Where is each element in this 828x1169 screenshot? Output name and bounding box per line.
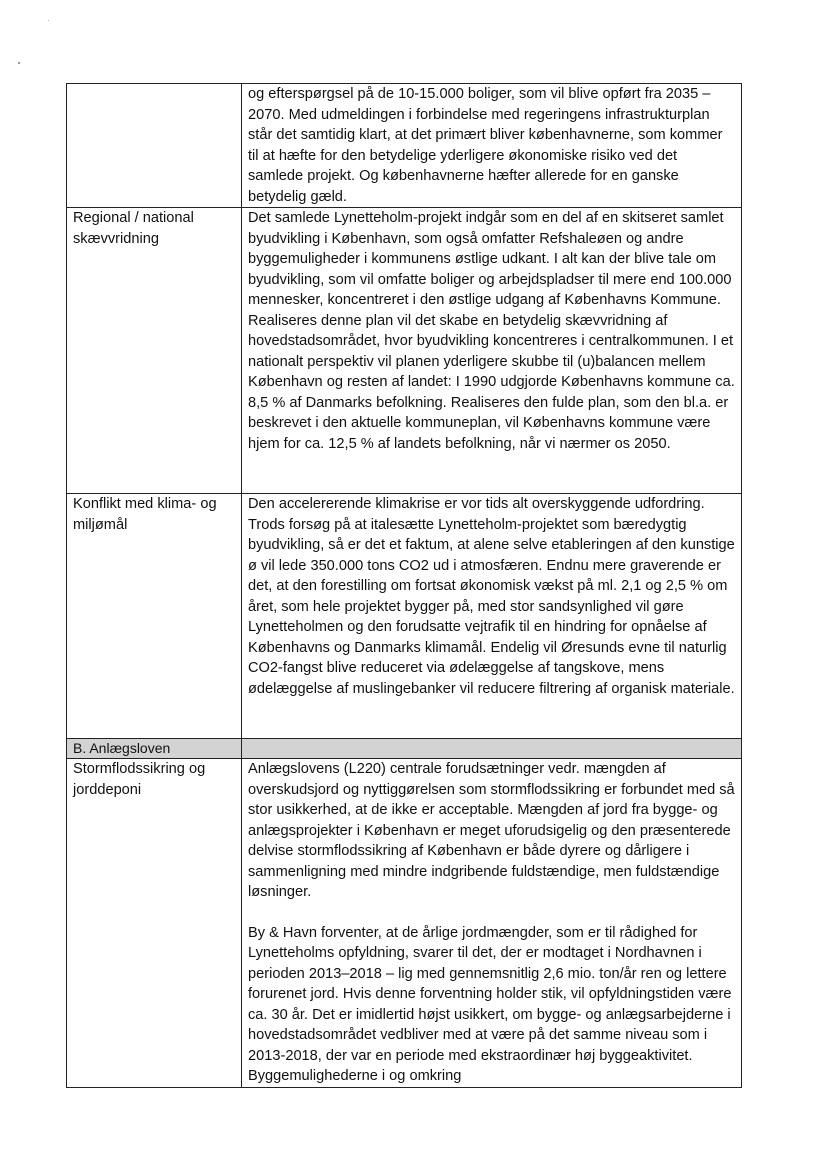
paragraph: og efterspørgsel på de 10-15.000 boliger, som vil blive opført fra 2035 – 2070. Med udmeldingen i forbindelse med regeringens infrastrukturplan står det samtidig klart, at det primært bliver københavnerne, som kommer til at hæfte for den betydelige yderligere økonomiske risiko ved det samlede projekt. Og københavnerne hæfter allerede for en ganske betydelig gæld. [248, 86, 723, 205]
paragraph: Det samlede Lynetteholm-projekt indgår som en del af en skitseret samlet byudvikling i København, som også omfatter Refshaleøen og andre byggemuligheder i kommunens østlige udkant. I alt kan der blive tale om byudvikling, som vil omfatte boliger og arbejdspladser til mere end 100.000 mennesker, koncentreret i den østlige udgang af Københavns Kommune. Realiseres denne plan vil det skabe en betydelig skævvridning af hovedstadsområdet, hvor byudvikling koncentreres i centralkommunen. I et nationalt perspektiv vil planen yderligere skubbe til (u)balancen mellem København og resten af landet: I 1990 udgjorde Københavns kommune ca. 8,5 % af Danmarks befolkning. Realiseres den fulde plan, som den bl.a. er beskrevet i den aktuelle kommuneplan, vil Københavns kommune være hjem for ca. 12,5 % af landets befolkning, når vi nærmer os 2050. [248, 210, 735, 452]
consultation-table [66, 83, 742, 1088]
row-label [67, 84, 242, 208]
row-label: Konflikt med klima- og miljømål [67, 494, 242, 739]
scan-speck [48, 20, 49, 21]
row-content [242, 84, 742, 208]
row-label: Stormflodssikring og jorddeponi [67, 759, 242, 1088]
table-row [67, 208, 742, 494]
paragraph: By & Havn forventer, at de årlige jordmængder, som er til rådighed for Lynetteholms opfyldning, svarer til det, der er modtaget i Nordhavnen i perioden 2013–2018 – lig med gennemsnitlig 2,6 mio. ton/år ren og lettere forurenet jord. Hvis denne forventning holder stik, vil opfyldningstiden være ca. 30 år. Det er imidlertid højst usikkert, om bygge- og anlægsarbejderne i hovedstadsområdet vedbliver med at være på det samme niveau som i 2013-2018, der var en periode med ekstraordinær høj byggeaktivitet. Byggemulighederne i og omkring [248, 924, 732, 1084]
paragraph: Den accelererende klimakrise er vor tids alt overskyggende udfordring. Trods forsøg på at italesætte Lynetteholm-projektet som bæredygtig byudvikling, så er det et faktum, at alene selve etableringen af den kunstige ø vil lede 350.000 tons CO2 ud i atmosfæren. Endnu mere graverende er det, at den forestilling om fortsat økonomisk vækst på ml. 2,1 og 2,5 % om året, som hele projektet bygger på, med stor sandsynlighed vil gøre Lynetteholmen og den forudsatte vejtrafik til en hindring for opnåelse af Københavns og Danmarks klimamål. Endelig vil Øresunds evne til naturlig CO2-fangst blive reduceret via ødelæggelse af tangskove, mens ødelæggelse af muslingebanker vil reducere filtrering af organisk materiale. [248, 496, 735, 697]
row-content [242, 208, 742, 494]
section-header-row [67, 739, 742, 759]
section-content [242, 739, 742, 759]
row-content [242, 759, 742, 1088]
row-label: Regional / national skævvridning [67, 208, 242, 494]
table-row [67, 84, 742, 208]
section-label: B. Anlægsloven [67, 739, 242, 759]
row-content [242, 494, 742, 739]
paragraph: Anlægslovens (L220) centrale forudsætninger vedr. mængden af overskudsjord og nyttiggørelsen som stormflodssikring er forbundet med så stor usikkerhed, at de ikke er acceptable. Mængden af jord fra bygge- og anlægsprojekter i København er meget uforudsigelig og den præsenterede delvise stormflodssikring af København er både dyrere og dårligere i sammenligning med mindre indgribende fuldstændige, men fuldstændige løsninger. [248, 761, 735, 900]
scan-speck [18, 62, 20, 64]
table-row [67, 494, 742, 739]
table-row [67, 759, 742, 1088]
